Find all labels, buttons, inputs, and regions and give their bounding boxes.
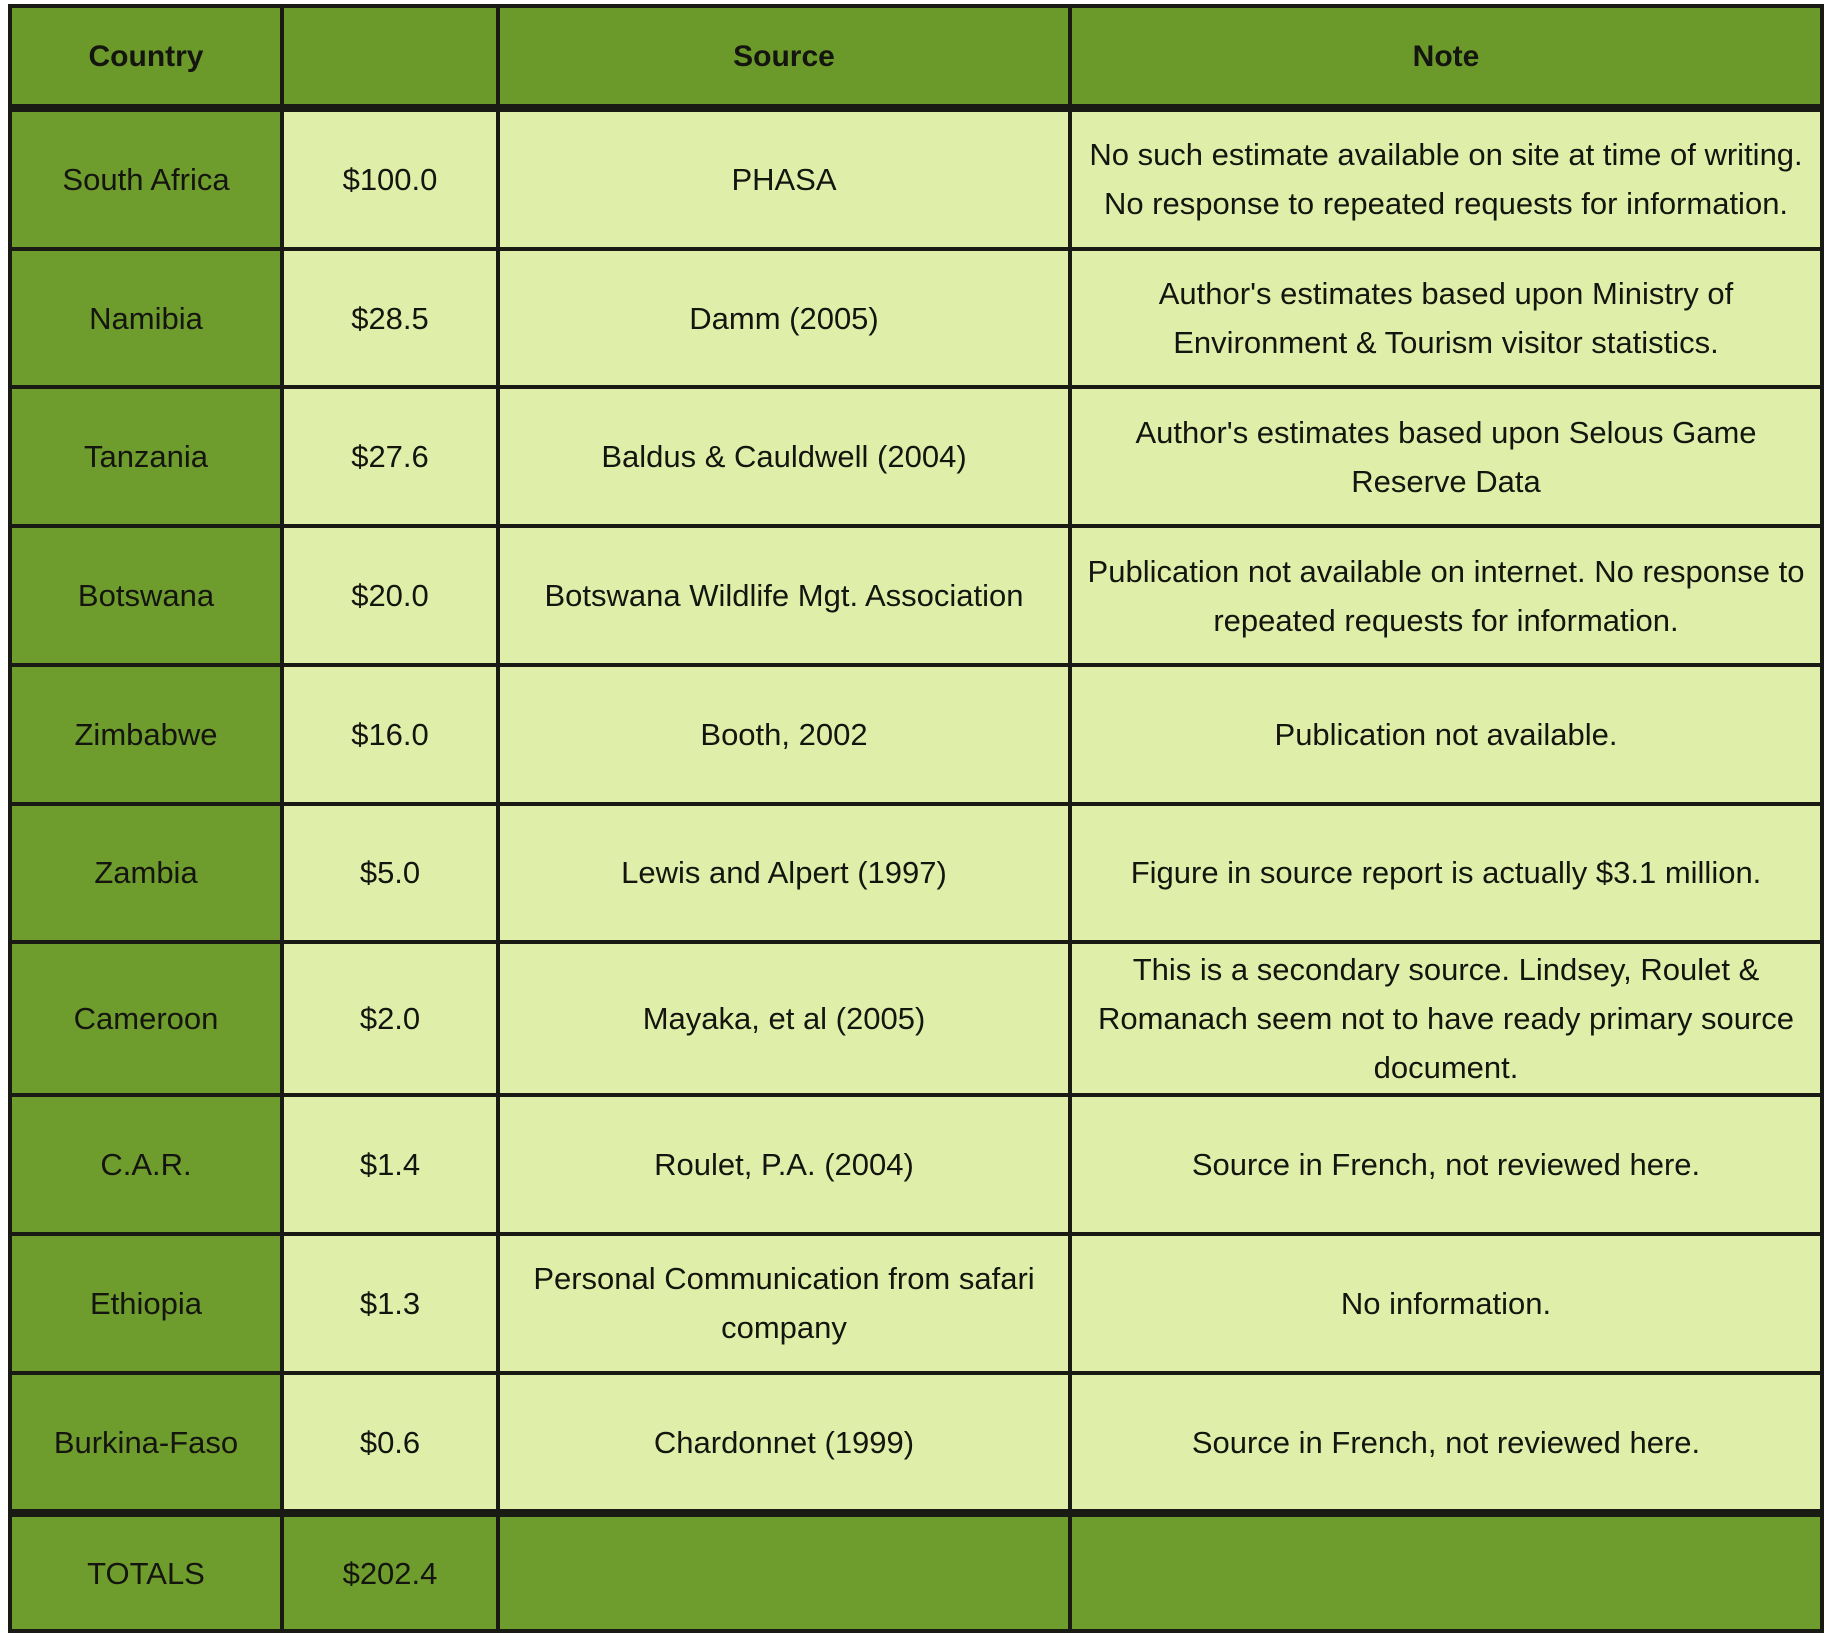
country-cell: Burkina-Faso: [10, 1373, 282, 1514]
header-country: Country: [10, 6, 282, 108]
value-cell: $16.0: [282, 665, 498, 804]
country-cell: Namibia: [10, 249, 282, 388]
table-row: [10, 387, 1822, 526]
totals-row: [10, 1513, 1822, 1631]
source-cell: Roulet, P.A. (2004): [498, 1095, 1070, 1234]
table-row: [10, 526, 1822, 665]
country-cell: Zimbabwe: [10, 665, 282, 804]
table-row: [10, 249, 1822, 388]
table-row: [10, 108, 1822, 249]
country-cell: Cameroon: [10, 942, 282, 1095]
country-cell: South Africa: [10, 108, 282, 249]
note-cell: Publication not available on internet. No response to repeated requests for information.: [1070, 526, 1822, 665]
source-cell: Booth, 2002: [498, 665, 1070, 804]
country-cell: Botswana: [10, 526, 282, 665]
country-cell: Zambia: [10, 804, 282, 943]
note-cell: No information.: [1070, 1234, 1822, 1373]
table-row: [10, 665, 1822, 804]
country-cell: C.A.R.: [10, 1095, 282, 1234]
header-value: [282, 6, 498, 108]
header-note: Note: [1070, 6, 1822, 108]
header-source: Source: [498, 6, 1070, 108]
value-cell: $1.4: [282, 1095, 498, 1234]
note-cell: Author's estimates based upon Ministry of Environment & Tourism visitor statistics.: [1070, 249, 1822, 388]
source-cell: Personal Communication from safari company: [498, 1234, 1070, 1373]
value-cell: $100.0: [282, 108, 498, 249]
totals-source-cell: [498, 1513, 1070, 1631]
value-cell: $28.5: [282, 249, 498, 388]
note-cell: Source in French, not reviewed here.: [1070, 1373, 1822, 1514]
value-cell: $0.6: [282, 1373, 498, 1514]
table-row: [10, 1373, 1822, 1514]
source-cell: Chardonnet (1999): [498, 1373, 1070, 1514]
source-cell: Damm (2005): [498, 249, 1070, 388]
country-cell: Tanzania: [10, 387, 282, 526]
note-cell: Publication not available.: [1070, 665, 1822, 804]
table-row: [10, 1234, 1822, 1373]
table-row: [10, 1095, 1822, 1234]
table-row: [10, 804, 1822, 943]
totals-label: TOTALS: [10, 1513, 282, 1631]
value-cell: $1.3: [282, 1234, 498, 1373]
note-cell: This is a secondary source. Lindsey, Roulet & Romanach seem not to have ready primary source document.: [1070, 942, 1822, 1095]
totals-note-cell: [1070, 1513, 1822, 1631]
value-cell: $20.0: [282, 526, 498, 665]
note-cell: No such estimate available on site at time of writing. No response to repeated requests for information.: [1070, 108, 1822, 249]
note-cell: Figure in source report is actually $3.1 million.: [1070, 804, 1822, 943]
source-cell: Baldus & Cauldwell (2004): [498, 387, 1070, 526]
source-cell: Lewis and Alpert (1997): [498, 804, 1070, 943]
value-cell: $2.0: [282, 942, 498, 1095]
value-cell: $27.6: [282, 387, 498, 526]
note-cell: Source in French, not reviewed here.: [1070, 1095, 1822, 1234]
note-cell: Author's estimates based upon Selous Game Reserve Data: [1070, 387, 1822, 526]
hunting-revenue-table: [8, 4, 1824, 1633]
source-cell: Mayaka, et al (2005): [498, 942, 1070, 1095]
country-cell: Ethiopia: [10, 1234, 282, 1373]
hunting-revenue-table-sheet: [8, 4, 1820, 1633]
source-cell: Botswana Wildlife Mgt. Association: [498, 526, 1070, 665]
value-cell: $5.0: [282, 804, 498, 943]
source-cell: PHASA: [498, 108, 1070, 249]
totals-value: $202.4: [282, 1513, 498, 1631]
table-row: [10, 942, 1822, 1095]
header-row: [10, 6, 1822, 108]
